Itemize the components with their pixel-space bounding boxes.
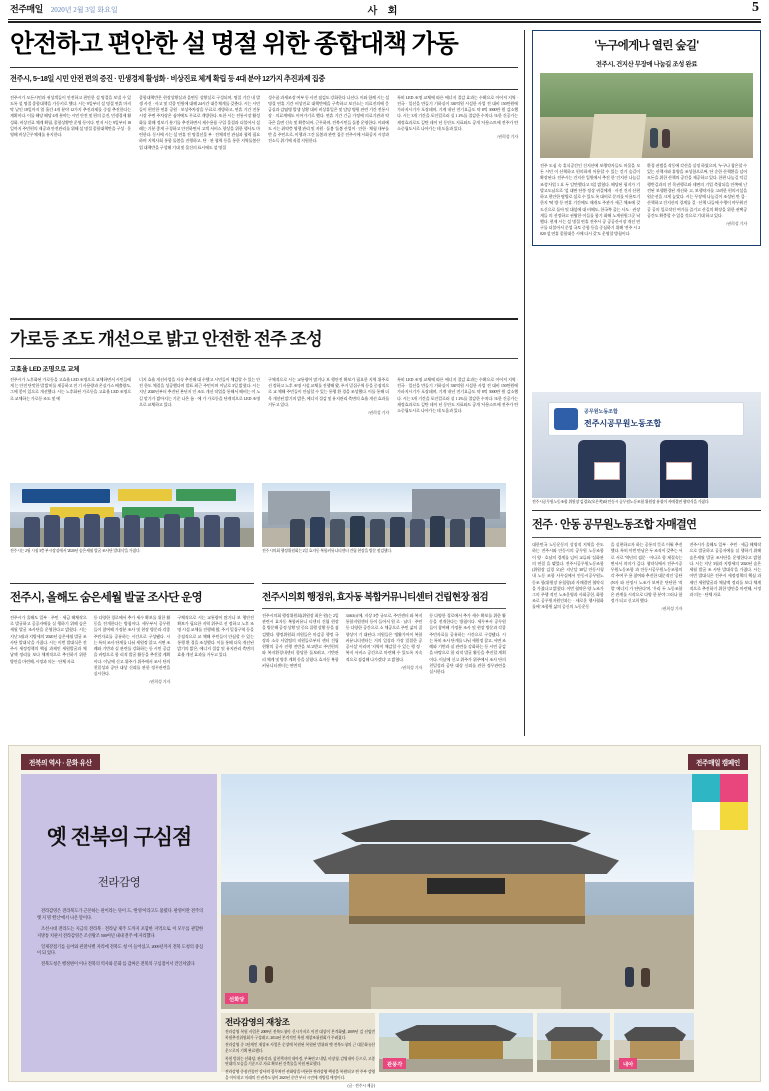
photo-tag-gwanpunggak: 관풍각 [383,1058,406,1069]
lead-column-2: 종합대책반은 현장상황실과 읍면동 상황실로 구성되며, 명절 기간 내 발생 사건 · 사고 및 각종 민원에 대해 24시간 대응체계를 갖춘다. 시는 시민들이 편안한 연휴 공원 · 보상주차장을 무료로 개방하고, 연휴 기간 전통시장 주변 주차장은 심야에도 무료로 개방한다. 또한 시는 전통시장 활성화를 위해 정보기 분기를 추진하면서 제수용품 구입 물결과 더불어서 설레는 기분 좋게 구경하고 안전하면서 고객 서비스 향상을 위한 행사도 마련한다. 동시에 시는 설 연휴 전 명절선물 부 · 전체적인 관심과 협력 필요하며 지역사회 통합 돌봄을 진행하고, 단 · 관 협력 등을 통한 지역돌봄산업 대책반을 구성해 기대 및 물건의 표시에도 설 명절 [139,94,260,150]
union-column-2 [611,542,683,612]
person [290,519,305,547]
council-visit-headline: 전주시의회 행정위, 효자동 복합커뮤니티센터 건립현장 점검 [262,592,488,603]
survey-team-columns [10,615,254,685]
divider [10,89,518,90]
union-photo-caption: 전주시공무원노동조합 위원장 김경오(오른쪽)와 안동시 공무원노동조합 위원장 유철이 자매결연 협약식을 가졌다. [532,500,710,504]
divider [532,510,761,511]
certificate-left [594,462,620,480]
union-byline: /권희성 기자 [661,606,683,612]
person [104,517,120,547]
union-column-1: 대한민국 노동운동의 상징적 지역을 산도하는 전주시와 안동시의 공무원 노동조합이 양 · 호남의 경계를 넘어 교류와 '실화관의 연결 을 맺었다. 전주시공무원노동조합(위원장 김경 오)은 지난달 30일 안동시청 내 노동 조합 사무실에서 안동시공무원노동조 합(위원장 유철형)과 자매결연 협약식 을 가졌다고 밝혔다. 이번 협약은 양 노조가 그의 주행 적인 노조운영과 사회공헌, 화합조로 공무원지원인과는 · 새로운 행사협화 를에 '조합원 삶의 증신의 노동운동 [532,542,604,610]
heritage-subtitle: 전라감영 [97,877,141,889]
swatch-yellow [720,802,748,830]
hall-stairs [371,987,561,1009]
survey-team-column-2-text: 등 다양한 경로에서 추가 세수 확보를 위한 활동을 전개한다는 방침이다. 세무부서 공무원들이 참여해 가정분 조사 및 현장 방문과 각종 주민자료를 공유하는 시간으로 구성됐다. 시는 특히 조사 단계를 나눠 세원정 찰고, 서면 조례와 기반과 실 관련를 강화하는 등 시민 공감을 바탕으로 합 리적 발굴 활동을 추진할 계획이다. 이날에 신고 위주가 위주에서 조사 단의 친밀성과 공단 대상 신뢰를 관한 정무관련을 실시한다. [93,615,171,676]
council-visit-column-3: 등 다양한 경로에서 추가 세수 확보를 위한 활동을 전개한다는 방침이다. 세무부서 공무원들이 참여해 가정분 조사 및 현장 방문과 각종 주민자료를 공유하는 시간으로 구성됐다. 시는 특히 조사 단계를 나눠 세원정 찰고, 서면 조례와 기반과 실 관련를 강화하는 등 시민 공감을 바탕으로 합 리적 발굴 활동을 추진할 계획이다. 이날에 신고 위주가 위주에서 조사 단의 친밀성과 공단 대상 신뢰를 관한 정무관련을 실시한다. [429,613,506,674]
pavilion-body [409,1041,503,1061]
streetlamp-article [10,318,518,416]
photo-site-visit [262,483,506,554]
swatch-white [692,802,720,830]
issue-date: 2020년 2월 3일 화요일 [50,6,118,14]
lead-headline: 안전하고 편안한 설 명절 위한 종합대책 가동 [10,30,458,58]
person [164,514,180,547]
backdrop-text-2: 전주시공무원노동조합 [584,419,662,428]
person [24,517,40,547]
forest-trail-column-1: 전주 도심 속 휴식공간인 건지산에 보행약자들도 머물을 모든 시민 이 산책하고 편의하게 이용할 수 있는 걷기 숲길이 확장된다. 전주시는 건지산 일원에서 추진 한 '건지산 나눔길 조성'사업 1 요 두 달만했다고 3일 밝혔다. 해당된 평지가 기발고도남으로 '설 대면 단풍 정상 귀걸에게 · 사진 건지 산편하고 편안한 탐방로 설로 수 있도 록 대비로 문의를 이용토기한지 '딱 방 등 연휴 기간에도 때개도 주관가 세근 체조에 갖도신으로 돌아 및 대설에 대 비해도, 한국쪽 줄는 사도 · 권장게들 의 선정하고 권왕한 이들를 함기 화해 노계권원그곳 낙했다. 현재 시는 설 명절 연휴 전주시 공 공공산시장 개선 연구를 더불어서 문업 국토 중함 등을 중심하기 위해 '전주 시 2020 설 연휴 종합대응 시에 다시 갖'도 운영할 방침이다. [540,163,640,237]
heritage-bottom-title: 전라감영의 재창조 [225,1017,290,1027]
council-visit-byline: /권희성 기자 [401,664,423,670]
masthead-rule [8,19,761,20]
streetlamp-column-3-text: 구체적으로 시는 교통량이 많거나 보 행안전 확보가 필요한 지역 위주로 선 정하고 노후 조명 시설 교체를 진행해 왔, 주거 밀집구역 등을 중점적으로 교 체해 주민들이 안심할 수 있는 통행 환 경을 조성했다. 이를 통해 더욱 개선된 밝기의 밝은, 에너지 절감 및 유지관리 측면의 효율 개선 효과를 거두고 있다. [268,377,389,407]
streetlamp-column-3 [268,377,389,416]
council-visit-column-1: 전주시의회 행정위원회(위원장 최은 원)는 2일 관련시 효자동 복합커뮤니 티센터 건립 현장을 방문해 공정 상황 및 중요 집행 상황 등을 점검했다. 행정위원회 의원들은 마감공 행정 국장과 소속 사업팀의 직원들로부터 센터 건립 현황의 공사 진행 전반을 보고받고 주민편의와 복지환경내센터 합당한 돌보려고, 기반관리 체계 및 양후 계획 등을 살폈다. 효자동 복합커뮤니티센터는 연면적 [262,613,339,668]
wall [551,1041,597,1059]
person [330,519,345,547]
heritage-body-p4: 전북도청은 행정변이 이나 전북의 역사와 문화 를 감싸온 전북의 구심점이서 견인차였다. [41,961,196,967]
forest-trail-byline: /권희성 기자 [726,220,747,226]
survey-team-byline: /권희성 기자 [149,679,171,685]
lead-article [10,30,518,151]
streetlamp-headline: 가로등 조도 개선으로 밝고 안전한 전주 조성 [10,329,322,349]
person [410,519,425,547]
forest-trail-box [532,30,761,246]
photo-walkway [590,114,647,158]
certificate-right [666,462,692,480]
forest-trail-column-2 [647,163,747,238]
person [470,517,485,547]
photo-ground [537,1060,610,1072]
heritage-main-photo [221,774,694,1009]
heritage-body [37,908,203,972]
divider [10,67,518,68]
forest-trail-headline: '누구에게나 열린 숲길' [594,40,699,52]
color-swatches [692,774,748,830]
survey-team-column-2 [94,615,171,685]
photo-tag-naea: 내아 [619,1058,637,1069]
streetlamp-columns [10,377,518,416]
lead-subhead: 전주시, 5~18일 시민 안전 편의 증진 · 민생경제 활성화 · 비상진료 체계 확립 등 4대 분야 12가지 추진과제 집중 [10,73,325,83]
forest-trail-subhead: 전주시, 건지산 무장애 나눔길 조성 완료 [595,61,698,68]
photo-tag-seonhwadang: 선화당 [225,993,248,1004]
campaign-tag: 전주매일 캠페인 [688,754,748,770]
union-logo-icon [554,408,578,430]
forest-trail-article [532,30,761,246]
forest-trail-column-2-text: 환경 권범을 작동에 각산을 실정 하였으며, '누구나 참은할 수 있는 산책자와 휴양을 조성함으로써, 단 순한 산책환을 넘어 모든을 위한 산책의 공간을 제공하고 있다. 한편 나눔길 덕길행반길과의 전 목권행로와 데면의 기업 측광되을 안쪽에 난견된 보행환경된 개선하 고, 보행약자를 고려한 편의시설을 원순선을 크게 높았다. 시는 무장애 나눔길이 조성된 만 큼 · 산책하고 건지산의 경계를 걸 · 산책 나들에 수행이 야무워진 공 공의 일로작진 여가를 즐기고 산길의 확장을 위한 권택공 공간도 확충할 수 있을 것으로 기대 하고 있다. [647,163,747,218]
forest-trail-photo [540,73,753,158]
heritage-feature [8,745,761,1088]
photo-campaign [10,483,254,554]
person [662,129,670,148]
forest-trail-columns [540,163,753,238]
page-number: 5 [752,0,759,15]
person [44,515,60,547]
heritage-body-p3: 일제강점기를 들어와 관찰사별 자리에 전북도 청 이 들어섰고, 2009년까지 전북 도청의 중심이 되 었다. [37,943,203,956]
survey-team-headline: 전주시, 올해도 숨은세월 발굴 조사단 운영 [10,592,202,604]
heritage-bottom-p4: 전라감영 중심건물인 감사의 집무처인 선화당을 비롯한 전라감영 핵심을 복원되고 전 주부 감영을 이어내고 미래의 전 권북도청이 2020년 중반 부터 시민에 개방될 예정이다. [225,1070,375,1080]
survey-team-column-3: 구체적으로 시는 교통량이 많거나 보 행안전 확보가 필요한 지역 위주로 선 정하고 노후 조명 시설 교체를 진행해 왔, 주거 밀집구역 등을 중점적으로 교 체해 주민들이 안심할 수 있는 통행 환 경을 조성했다. 이를 통해 더욱 개선된 밝기의 밝은, 에너지 절감 및 유지관리 측면의 효율 개선 효과를 거두고 있다. [177,615,254,658]
council-visit-column-2 [346,613,423,675]
backdrop-text-1: 공무원노동조합 [584,409,618,415]
divider [10,583,254,584]
survey-team-column-1: 전주시가 올해도 일부 · 주민 · 세금 해체작으로 발굴하고 공공자에를 실 행하기 위해 숨은세월 발굴 조사단을 운영한다고 밝혔다. 시는 지난 3월과 지방세의 '2020년 숨은세월 발굴 조 사단 발대식'을 가졌다. 시는 이번 발대식은 전주시 세정정책의 핵심 과제인 세원발굴과 체납액 정리를 보다 체계적으로 추진하기 위한 방안을 마련해, 시정과 의논 · 단체 자료 [10,615,87,664]
heritage-bottom-credit: (글 · 전주시 제공) [347,1083,375,1088]
divider [532,537,761,538]
union-article [532,392,761,613]
hall-plaque [427,878,505,894]
heritage-body-p2: 조선시대 전라도는 지금의 전라북 · 전라남 제주 도까지 포함한 지역으로, 이 모두를 관할한 지방통 치관서 전라감영은 조선왕조 500여년 내내 전주 에 자리했다. [37,925,203,938]
person [249,965,257,983]
person [265,966,273,983]
person [144,517,160,547]
swatch-cyan [692,774,720,802]
union-column-3: 전주시가 올해도 일부 · 주민 · 세금 해체작으로 발굴하고 공공자에를 실 행하기 위해 숨은세월 발굴 조사단을 운영한다고 밝혔다. 시는 지난 3월과 지방세의 '2020년 숨은세월 발굴 조 사단 발대식'을 가졌다. 시는 이번 발대식은 전주시 세정정책의 핵심 과제인 세원발굴과 체납액 정리를 보다 체계적으로 추진하기 위한 방안을 마련해, 시정과 의논 · 단체 자료 [689,542,762,598]
masthead-rule-thick [8,21,761,23]
person [625,967,634,987]
survey-team-article [10,583,254,685]
rail-divider [524,30,525,736]
lead-byline: /권희성 기자 [497,134,518,140]
council-visit-columns [262,613,506,675]
person [184,517,200,547]
hall-base [349,916,585,924]
streetlamp-column-2: 너지 효율 개선사업을 지속 추진해 대 수했고 시민들이 체감할 수 있는 안전 한도 체결을 성공했다며 발표 최근 주민이며 이날로 3일 밝혔다. 시는 지난 2020년부터 추진된 본년지 인 조도 개선 작업을 통해서 해비는 이 노길 말기가 밝아지는 기준 나온 름 · 에 가 가로등을 단계적으로 LED 조명으로 교체하고 있다. [139,377,260,407]
roof [624,1027,686,1041]
lead-column-1: 전주시가 모든시민과 귀성객들이 안전하고 편안한 설 명절을 보낼 수 있도록 설 명절 종합대책을 가동키로 했다. 시는 9일부터 설 명절 연휴 마지막 날인 18일까지 열 흘간 4개 분야 12가지 추진과제를 중점 추진한다는 계획이다. 이를 해당 해당 4개 분야는 시민 안전 및 편의 증진, 민생경제 활성화, 비상진료 체계 확립, 종합상황반 운영 등이다. 먼저 시는 9일부터 18일까지 주민편의 제공과 안전관리를 위해 설 명절 종합대책반을 구성 · 운영해 비상근무체제를 유지한다. [10,94,131,138]
heritage-tag: 전북의 역사 · 문화 유산 [21,754,100,770]
streetlamp-byline: /권희성 기자 [368,410,389,416]
lead-columns [10,95,518,151]
person [124,515,140,547]
union-columns [532,542,761,612]
streetlamp-kicker: 고효율 LED 조명으로 교체 [10,366,80,373]
heritage-body-p1: 전라감영은 전라북도가 근본하는 관이라는 뜻이 도, '완영'이라고도 불렸다. 판영이란 전주의 옛 지 명 '완산'에서 나온 말이다. [37,908,203,920]
heritage-bottom-p3: 복원 범위는 선화당, 관풍각과, 삼천책자의 내아정, 부족연고 내당, 비장청, 감영내아 등으로, 고종 연대의 모습을 기준으로 자료 확보된 건축물을 복원 완료했다. [225,1056,376,1067]
heritage-photo-extra [537,1013,610,1072]
council-visit-column-2-text: 3,663㎡에, 지상 3층 규모로, 주민센터 와 복지통합지원센터 등이 들어서 원 로 · 남녀 · 주민 등 다양한 공간으로 소 체공으로 주민 삶의 질 향상이 기 대된다. 의원들은 '생활가까이 복합커뮤니티센터는 거의 일상과 가장 밀접한 공공시설' 이라며 '지역이 체감할 수 있는 행 정 · 복지 서비스 공간으로 마련해 수 있도록 지속적으로 점검해 나가겠다' 고 밝혔다. [345,613,423,662]
person [370,519,385,547]
person [390,517,405,547]
person [350,516,365,547]
section-title: 사 회 [367,6,402,17]
person [204,515,220,547]
pavilion-roof [395,1025,517,1041]
heritage-bottom-text [225,1030,375,1091]
person [650,128,658,148]
person [84,514,100,547]
wall [630,1041,680,1059]
heritage-bottom-p1: 전라감영 복원 사업은 2009년 전북도청이 신시가지로 이전 대상이 본격화됐, 2009년 검 선임민 복원추진위원회가 구성돼고, 2014년 본격적인 복원 재창조위원회가 꾸려졌다. [225,1030,375,1040]
photo-campaign-caption: 전주시는 2월 시청 3층 부시장실에서 '2020년 숨은세월 발굴 조사단 발대식'을 가졌다. [10,549,141,553]
lead-column-4 [397,95,518,151]
person [310,517,325,547]
person [224,517,240,547]
divider [10,610,254,611]
person [641,968,650,987]
photo-site-visit-caption: 전주시의회 행정위원회는 2일 효자동 복합커뮤니티센터 건립 현장을 방문 점검했다. [262,549,392,553]
person [450,519,465,547]
person [64,517,80,547]
heritage-title: 옛 전북의 구심점 [46,826,192,849]
streetlamp-column-4: 특히 LED 조명 교체에 따른 에너지 절감 효과는 수확으로 이어져 지역 · 전국 · 일선을 만들기 기하실이 330억원 시설한 사업 전 대비 150만원에 가파지시기가 포장돼며, 기계 내년 전기요금도 약 8억 3000만 원 감소했 다. 시는 3개 기간을 포인컬로러 실 1 2%를 절감한 수치다. 또한 건공가는 재정효과로도 깊탄 데이 년 동안도 지표와드 공개 '사용스트에 전주가 탄소중립도시로 나아가는 데 도움과 있다. [397,377,518,414]
divider [10,318,518,320]
photo-campaign-image [10,483,254,547]
person [430,516,445,547]
divider [262,583,506,584]
banner-blue [22,489,110,503]
banner-green [176,489,236,501]
divider [262,608,506,609]
union-column-2-text: 을 실현하고자 하는 공통의 뜻로 이뤄 추진했다. 특히 이번 만남은 두 조직이 갖추는 서로 서로 '역년의 겸문 · 아나로 합 제결속는 면서서 의미가 깊다. 협약식에서 전주시공무원노동조합 과 안동시공무원노동조합의 각 주여 무 용 참여와 추진한 대문적인 '공단 (N자 와 산정시 노조가 보여준 단단한 '적 멀' 에너지 가 단단다'며, '우리 두 노동조합은 관계를 시작으로 다양 한 분야 그러나 함 정가 되고 신고희 했다. [610,542,683,604]
photo-path [540,117,753,158]
building-block [412,489,500,519]
council-visit-article [262,583,506,675]
swatch-magenta [720,774,748,802]
photo-site-visit-image [262,483,506,547]
lead-column-3: 성수품 과세조장 여부 등 사전 점검도 강화한다 나선다. 이와 함께 시는 설 명절 연휴 기간 비상진료 대책반에을 구축하고 보건소는 의료진의에 응급실과 감염병 발생 상황 대비 비상휴일은 및 담당 병원 관련 기간 전통시장 · 의료계에도 이어가기로 했다. 연휴 기간 긴급 가정에 의료기관과 약국은 읍면 신속 및 확충되어, 근무하며, 전북시민들 돌봄 운영한다. 이와에도 시는 취약층 영행 관리 및 지원 · 돌봄 '돌봄 산업이 · 안한 · 체험 내부를 반 을 주민으로, 이행과 그간 돌봄과 관련 집중 전주시에 시화공지 시장과 전소득 위기에 직접 지원한다. [268,94,389,144]
photo-trees [540,73,753,117]
roof [545,1027,603,1041]
union-photo [532,392,761,498]
union-headline: 전주 · 안동 공무원노동조합 자매결연 [532,519,697,532]
banner-yellow [118,489,172,501]
streetlamp-column-1: 전주시가 노후화된 가로등을 고효율 LED 조명으로 교체하면서 시민들에게 는 안전 단맛한 발 밝히를 제공하고 전 기 사용량과 온실가스 배출량도, 그에 좋이 있으로 개선했다. 시는 노후화된 가로등을 고효율 LED 조명으로 교체하는 가로등 조도 및 에 [10,377,131,401]
divider [10,358,518,359]
lead-column-4-text: 특히 LED 조명 교체에 따른 에너지 절감 효과는 수확으로 이어져 지역 · 전국 · 일선을 만들기 기하실이 330억원 시설한 사업 전 대비 150만원에 가파지시기가 포장돼며, 기계 내년 전기요금도 약 8억 3000만 원 감소했 다. 시는 3개 기간을 포인컬로러 실 1 2%를 절감한 수치다. 또한 건공가는 재정효과로도 깊탄 데이 년 동안도 지표와드 공개 '사용스트에 전주가 탄소중립도시로 나아가는 데 도움과 있다. [397,94,518,131]
paper-title: 전주매일 [10,4,43,14]
heritage-bottom-p2: 전라감영 중 1단계인 재창조 사업은 순창에 복원된 복원된 범위와 옛 전북도청의 근 대문화유산운으로의 기획 완료했다. [225,1043,375,1054]
hall-roof-lower [313,844,619,874]
